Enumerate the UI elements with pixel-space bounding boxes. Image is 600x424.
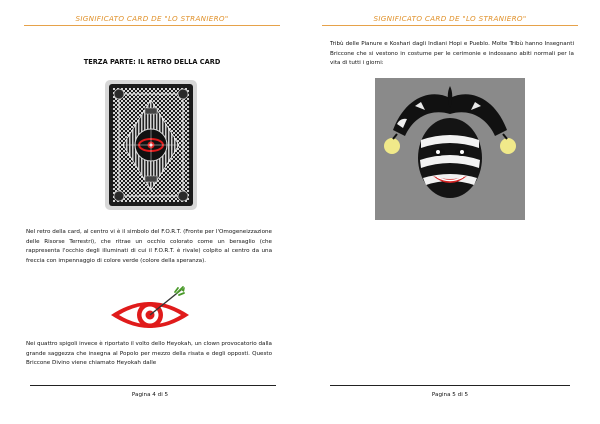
footer-rule [330, 385, 570, 386]
page-header: SIGNIFICATO CARD DE "LO STRANIERO" [75, 14, 229, 23]
footer-rule [30, 385, 276, 386]
paragraph-heyokah: Nei quattro spigoli invece è riportato il volto dello Heyokah, un clown provocatorio dalla grande saggezza che insegna al Popolo per mezzo della risata e degli opposti. Questo Briccone Divino viene chiamato Heyokah dalle [26, 341, 272, 367]
paragraph-card-back: Nel retro della card, al centro vi è il simbolo del F.O.R.T. (Fronte per l'Omogeneizzazione delle Risorse Terrestri), che ritrae un occhio colorato come un bersaglio (che rappresenta l'occhio degli illuminati di cui il F.O.R.T. è rivale) colpito al centro da una freccia con impennaggio di colore verde (colore della speranza). [26, 229, 272, 264]
page-number: Pagina 4 di 5 [131, 392, 169, 398]
card-back-image [105, 80, 197, 210]
header-rule [322, 25, 578, 26]
heyokah-jester-image [375, 78, 525, 220]
page-number: Pagina 5 di 5 [431, 392, 469, 398]
paragraph-tribes: Tribù delle Pianure e Koshari dagli Indiani Hopi e Pueblo. Molte Tribù hanno Insegnanti Briccone che si vestono in costume per le cerimonie e indossano abiti normali per la vita di tutti i giorni: [330, 41, 574, 67]
header-rule [24, 25, 280, 26]
section-title: TERZA PARTE: IL RETRO DELLA CARD [83, 58, 221, 66]
page-header: SIGNIFICATO CARD DE "LO STRANIERO" [373, 14, 527, 23]
fort-eye-symbol [107, 285, 193, 335]
